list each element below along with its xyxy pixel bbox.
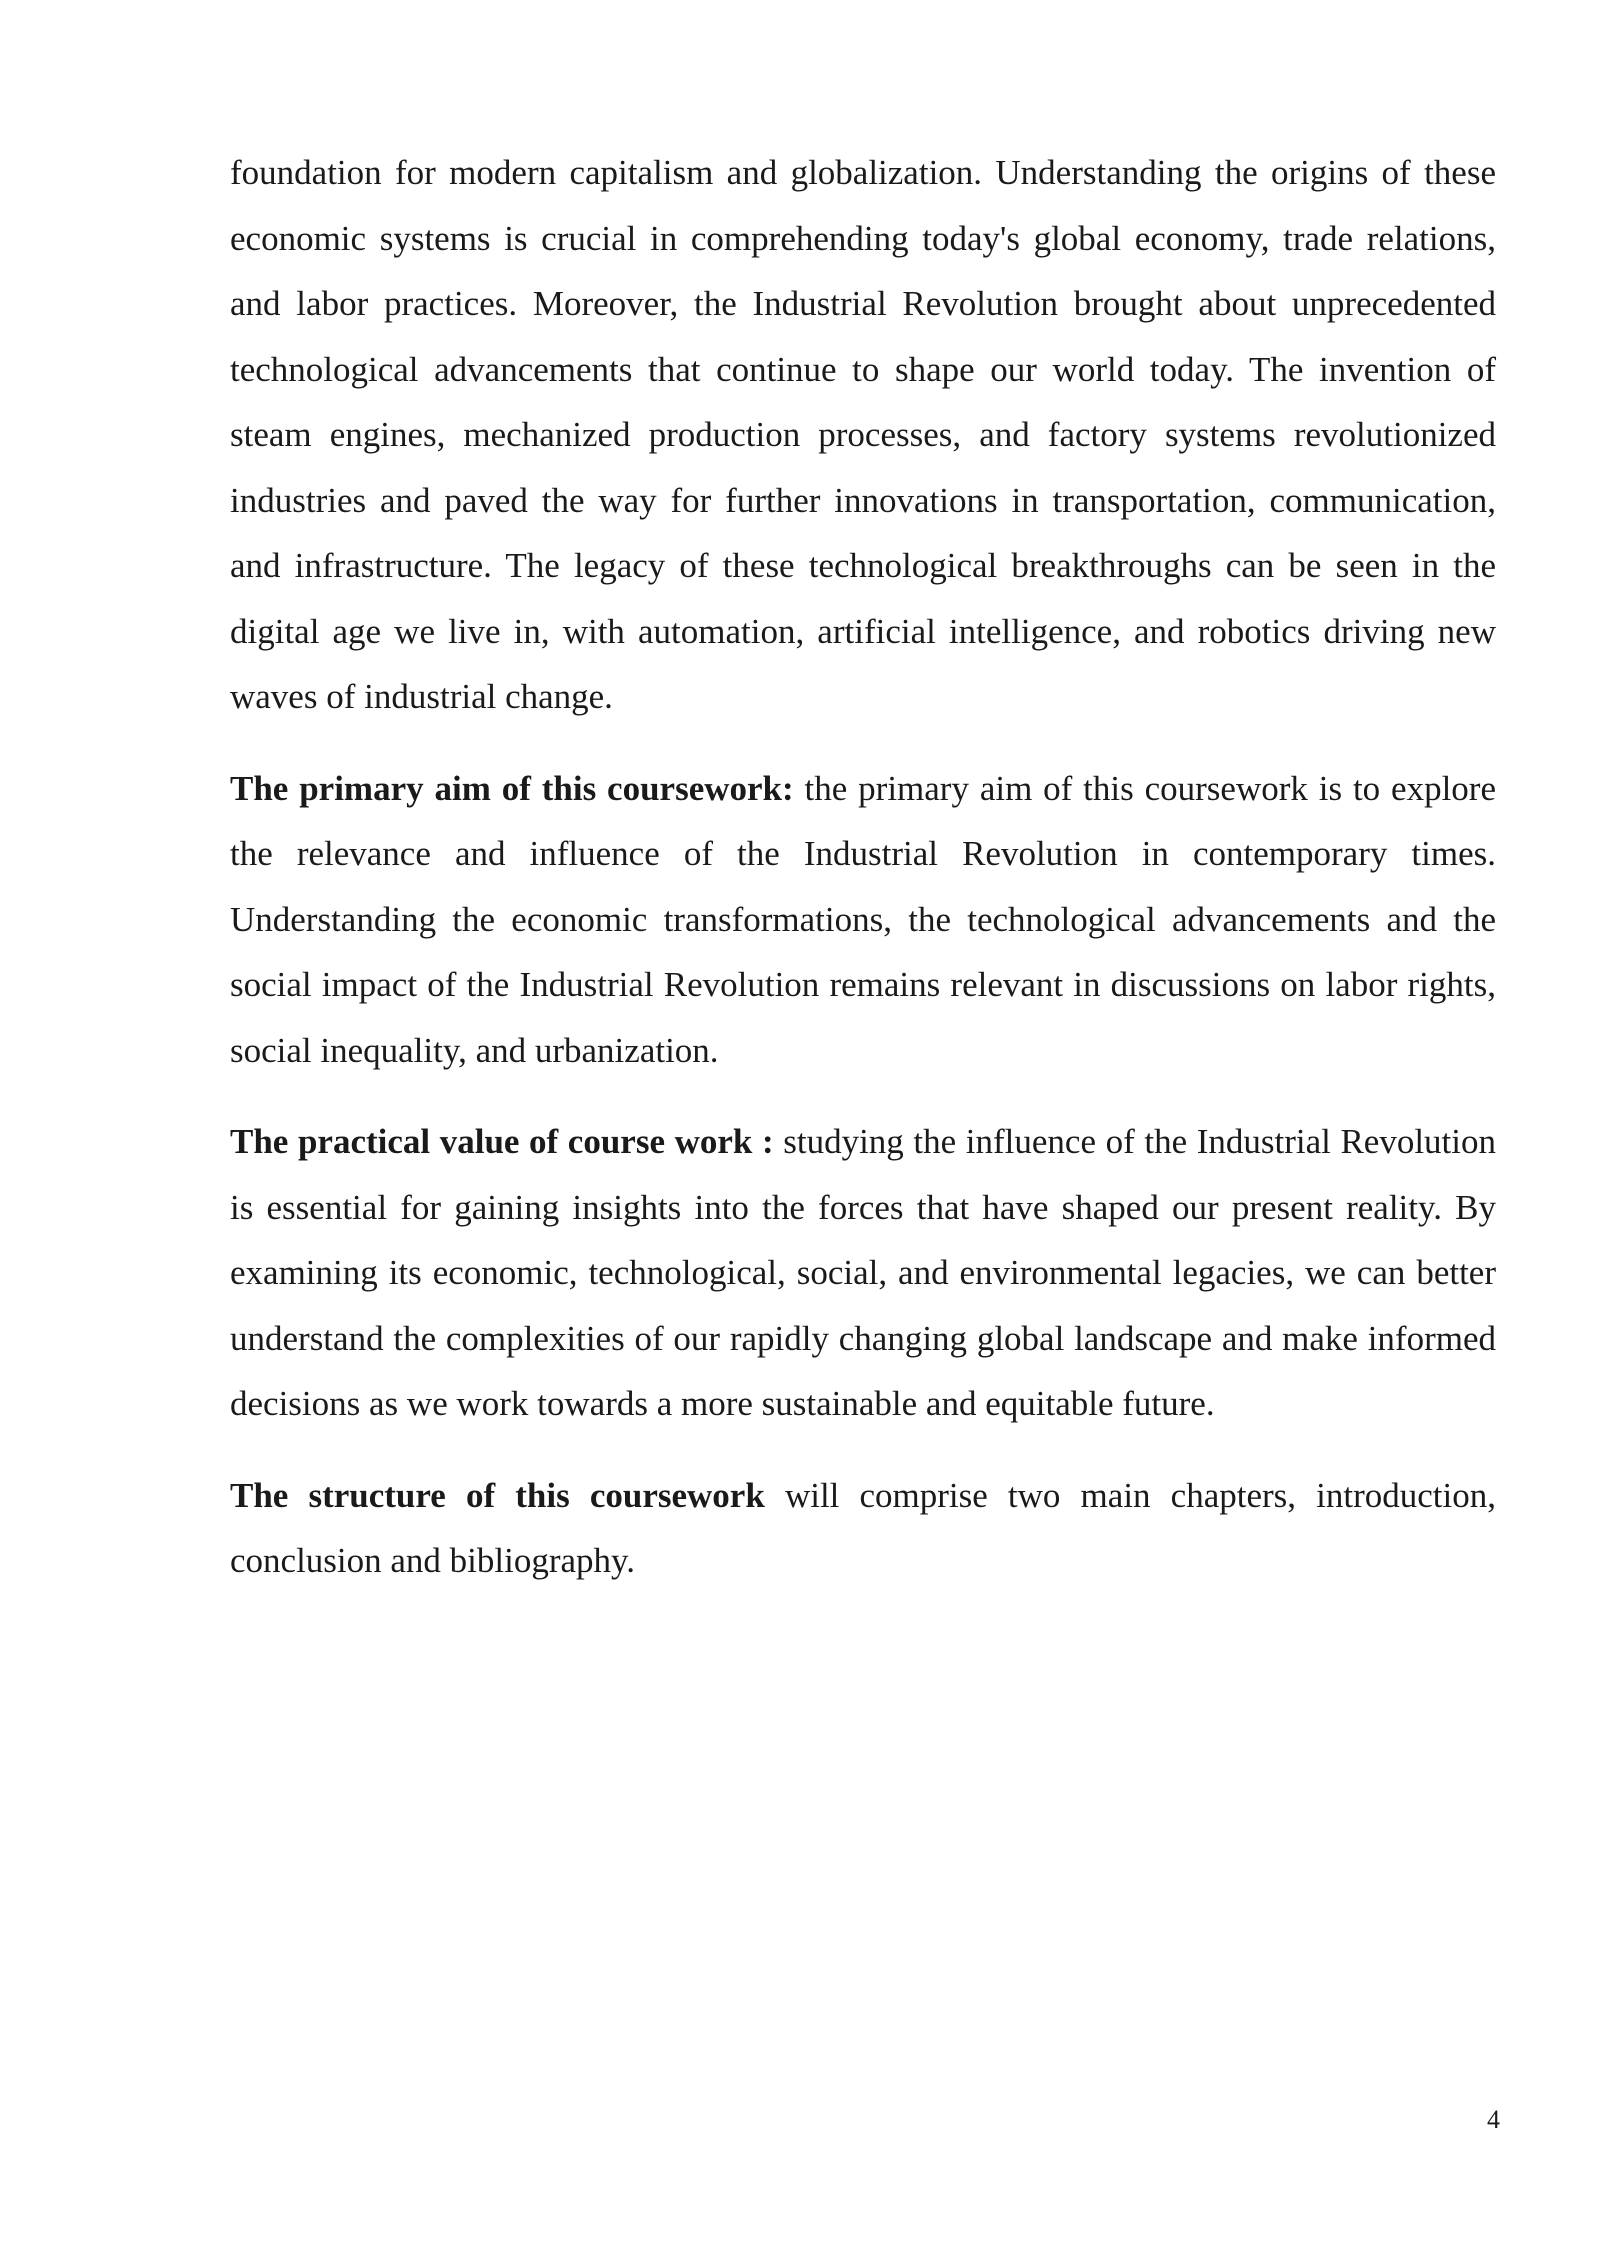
paragraph-industrial-legacy (230, 140, 1496, 730)
paragraph-primary-aim (230, 756, 1496, 1084)
paragraph-text: foundation for modern capitalism and globalization. Understanding the origins of these economic systems is crucial in comprehending today's global economy, trade relations, and labor practices. Moreover, the Industrial Revolution brought about unprecedented technological advancements that continue to shape our world today. The invention of steam engines, mechanized production processes, and factory systems revolutionized industries and paved the way for further innovations in transportation, communication, and infrastructure. The legacy of these technological breakthroughs can be seen in the digital age we live in, with automation, artificial intelligence, and robotics driving new waves of industrial change. (230, 153, 1496, 716)
paragraph-practical-value (230, 1109, 1496, 1437)
paragraph-text: will comprise two main chapters, introduction, conclusion and bibliography. (230, 1475, 1496, 1580)
paragraph-heading: The primary aim of this coursework: (230, 768, 794, 808)
paragraph-text: studying the influence of the Industrial Revolution is essential for gaining insights into the forces that have shaped our present reality. By examining its economic, technological, social, and environmental legacies, we can better understand the complexities of our rapidly changing global landscape and make informed decisions as we work towards a more sustainable and equitable future. (230, 1122, 1496, 1423)
page-number: 4 (1487, 2105, 1500, 2134)
paragraph-heading: The practical value of course work : (230, 1122, 774, 1161)
paragraph-heading: The structure of this coursework (230, 1475, 765, 1515)
paragraph-text: the primary aim of this coursework is to explore the relevance and influence of the Industrial Revolution in contemporary times. Understanding the economic transformations, the technological advancements and the social impact of the Industrial Revolution remains relevant in discussions on labor rights, social inequality, and urbanization. (230, 768, 1496, 1070)
paragraph-structure (230, 1463, 1496, 1594)
body-text (230, 140, 1496, 1620)
